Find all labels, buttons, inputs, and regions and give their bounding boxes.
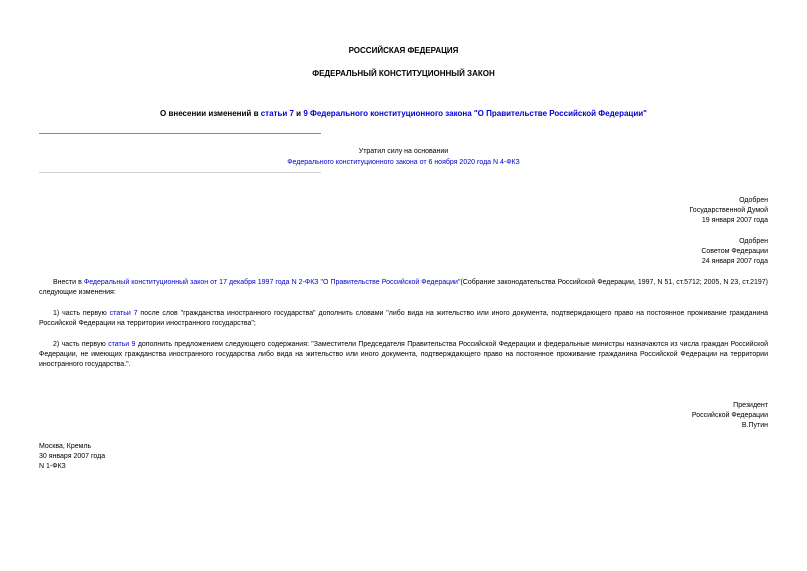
p1-post: (Собрание законодательства Российской Федерации, 1997, N 51, ст.5712; 2005, N 23, ст.2197) следующие изменения:: [39, 279, 768, 296]
duma-date: 19 января 2007 года: [701, 217, 768, 224]
p3-post: дополнить предложением следующего содержания: "Заместители Председателя Правительства Российской Федерации и федеральные министры назначаются из числа граждан Российской Федерации, не имеющих гражданства иностранного государства либо вида на жительство или иного документа, подтверждающего право на постоянное проживание гражданина Российской Федерации на территории иностранного государства.".: [39, 341, 769, 368]
article-9-link[interactable]: статьи 9: [108, 341, 136, 348]
signature-block: [692, 401, 768, 431]
signature-org: Российской Федерации: [691, 412, 768, 419]
status-link-wrap: [0, 158, 807, 168]
signature-title: Президент: [733, 402, 768, 409]
duma-body: Государственной Думой: [689, 207, 768, 214]
law-reference-link[interactable]: Федеральный конституционный закон от 17 декабря 1997 года N 2-ФКЗ "О Правительстве Российской Федерации": [83, 279, 461, 286]
divider-top: [39, 133, 321, 134]
duma-approved: Одобрен: [739, 197, 768, 204]
council-approval: [701, 237, 768, 267]
p2-pre: 1) часть первую: [53, 310, 110, 317]
title-link-article-7[interactable]: статьи 7: [260, 109, 294, 118]
p3-pre: 2) часть первую: [53, 341, 109, 348]
council-body: Советом Федерации: [701, 248, 768, 255]
title-link-article-9-law[interactable]: 9 Федерального конституционного закона "О Правительстве Российской Федерации": [303, 109, 647, 118]
sign-date: 30 января 2007 года: [39, 453, 106, 460]
p2-post: после слов "гражданства иностранного государства" дополнить словами "либо вида на жительство или иного документа, подтверждающего право на постоянное проживание гражданина Российской Федерации на территории иностранного государства";: [39, 310, 769, 327]
place: Москва, Кремль: [39, 443, 92, 450]
p1-pre: Внести в: [53, 279, 84, 286]
place-date-block: [39, 442, 105, 472]
signature-name: В.Путин: [741, 422, 768, 429]
duma-approval: [689, 196, 768, 226]
law-number: N 1-ФКЗ: [39, 463, 66, 470]
country-heading: РОССИЙСКАЯ ФЕДЕРАЦИЯ: [348, 46, 459, 55]
article-7-link[interactable]: статьи 7: [109, 310, 138, 317]
council-date: 24 января 2007 года: [701, 258, 768, 265]
status-repeal-link[interactable]: Федерального конституционного закона от 6 ноября 2020 года N 4-ФКЗ: [287, 159, 520, 166]
title-mid: и: [293, 109, 304, 118]
status-label: Утратил силу на основании: [358, 148, 449, 155]
document-title: [0, 109, 807, 119]
paragraph-intro: [39, 278, 768, 298]
law-type-heading: ФЕДЕРАЛЬНЫЙ КОНСТИТУЦИОННЫЙ ЗАКОН: [312, 69, 495, 78]
paragraph-amendment-2: [39, 340, 768, 370]
title-prefix: О внесении изменений в: [160, 109, 261, 118]
paragraph-amendment-1: [39, 309, 768, 329]
council-approved: Одобрен: [739, 238, 768, 245]
divider-bottom: [39, 172, 321, 173]
